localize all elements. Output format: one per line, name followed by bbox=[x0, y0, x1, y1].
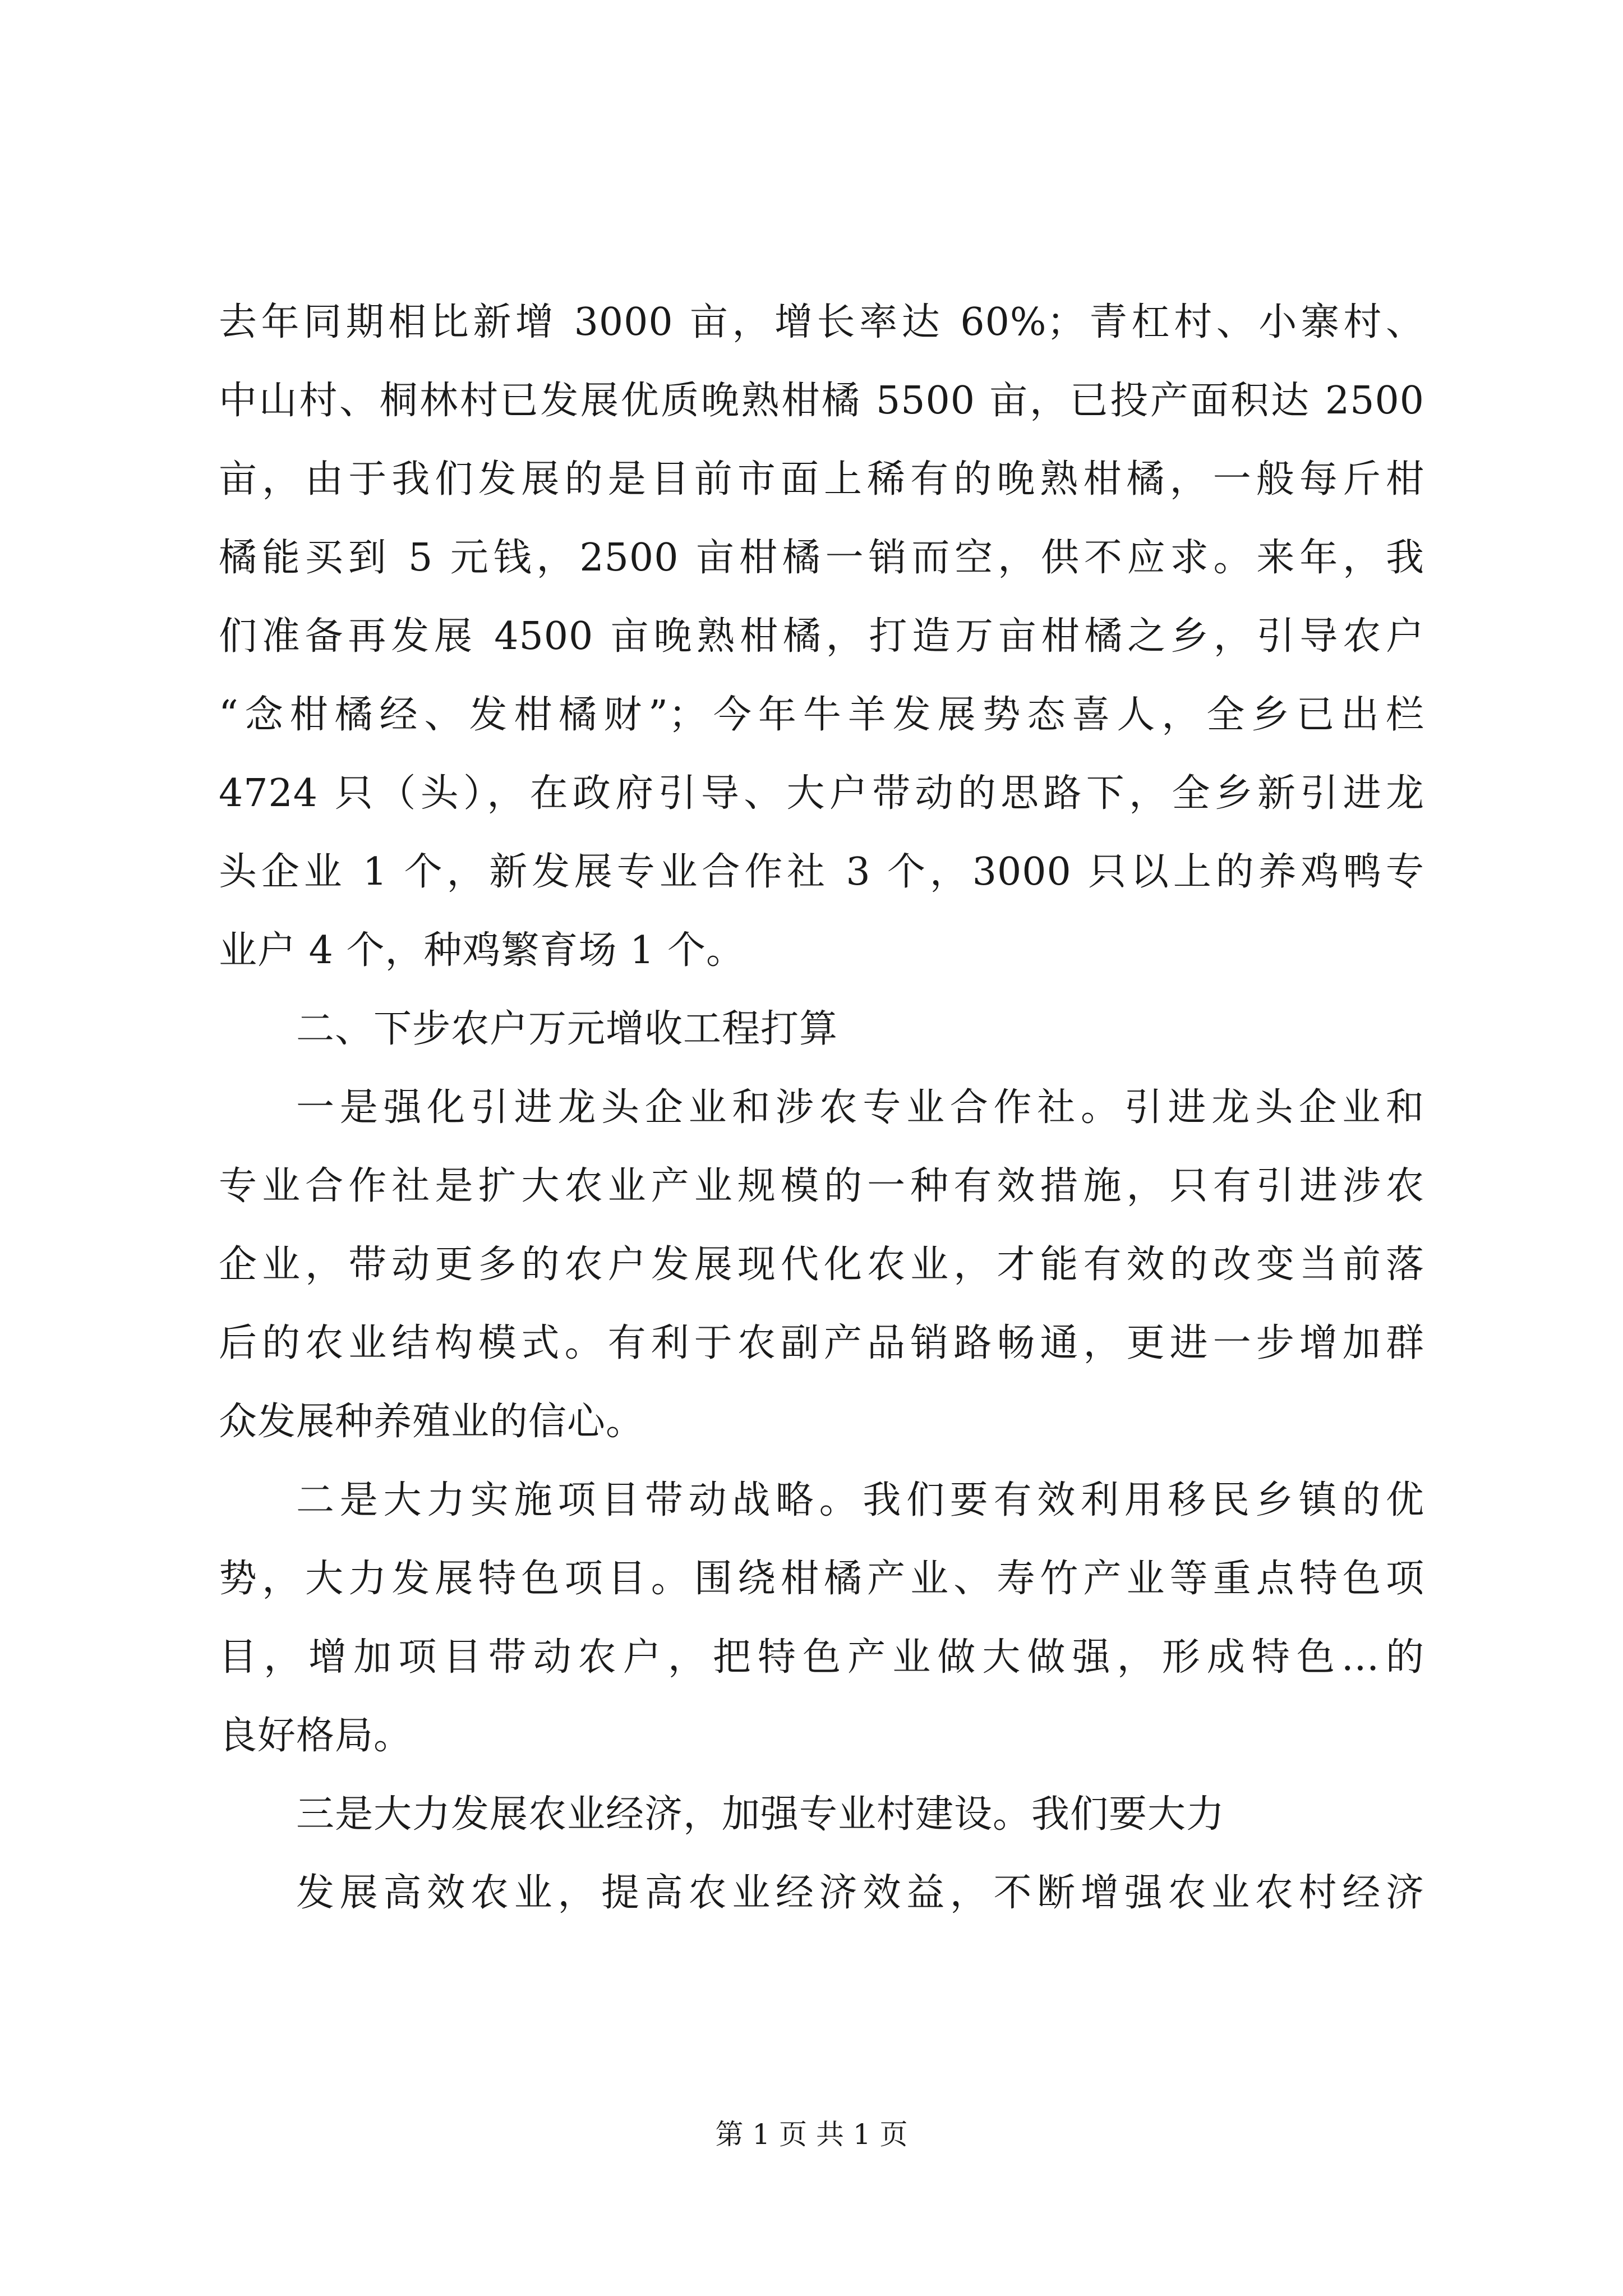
paragraph-line: 头企业 1 个，新发展专业合作社 3 个，3000 只以上的养鸡鸭专 bbox=[219, 850, 1424, 894]
paragraph-line: 专业合作社是扩大农业产业规模的一种有效措施，只有引进涉农 bbox=[219, 1164, 1424, 1208]
paragraph-line: 们准备再发展 4500 亩晚熟柑橘，打造万亩柑橘之乡，引导农户 bbox=[219, 614, 1424, 659]
paragraph-line: 二是大力实施项目带动战略。我们要有效利用移民乡镇的优 bbox=[296, 1478, 1424, 1522]
paragraph-line: 业户 4 个，种鸡繁育场 1 个。 bbox=[219, 928, 745, 973]
paragraph-line: 企业，带动更多的农户发展现代化农业，才能有效的改变当前落 bbox=[219, 1243, 1424, 1287]
paragraph-line: 中山村、桐林村已发展优质晚熟柑橘 5500 亩，已投产面积达 2500 bbox=[219, 379, 1424, 423]
paragraph-line: 三是大力发展农业经济，加强专业村建设。我们要大力 bbox=[296, 1792, 1225, 1837]
paragraph-line: 良好格局。 bbox=[219, 1714, 413, 1758]
paragraph-line: “念柑橘经、发柑橘财”；今年牛羊发展势态喜人，全乡已出栏 bbox=[219, 693, 1424, 737]
paragraph-line: 发展高效农业，提高农业经济效益，不断增强农业农村经济 bbox=[296, 1871, 1424, 1915]
section-heading: 二、下步农户万元增收工程打算 bbox=[296, 1007, 838, 1051]
document-body bbox=[219, 283, 1424, 1932]
paragraph-line: 去年同期相比新增 3000 亩，增长率达 60%；青杠村、小寨村、 bbox=[219, 300, 1424, 344]
paragraph-line: 一是强化引进龙头企业和涉农专业合作社。引进龙头企业和 bbox=[296, 1085, 1424, 1130]
paragraph-line: 目，增加项目带动农户，把特色产业做大做强，形成特色...的 bbox=[219, 1635, 1424, 1680]
paragraph-line: 亩，由于我们发展的是目前市面上稀有的晚熟柑橘，一般每斤柑 bbox=[219, 457, 1424, 501]
paragraph-line: 众发展种养殖业的信心。 bbox=[219, 1400, 645, 1444]
paragraph-line: 4724 只（头），在政府引导、大户带动的思路下，全乡新引进龙 bbox=[219, 771, 1424, 816]
paragraph-line: 后的农业结构模式。有利于农副产品销路畅通，更进一步增加群 bbox=[219, 1321, 1424, 1365]
page-number-footer: 第 1 页 共 1 页 bbox=[715, 2118, 908, 2151]
paragraph-line: 势，大力发展特色项目。围绕柑橘产业、寿竹产业等重点特色项 bbox=[219, 1557, 1424, 1601]
paragraph-line: 橘能买到 5 元钱，2500 亩柑橘一销而空，供不应求。来年，我 bbox=[219, 536, 1424, 580]
